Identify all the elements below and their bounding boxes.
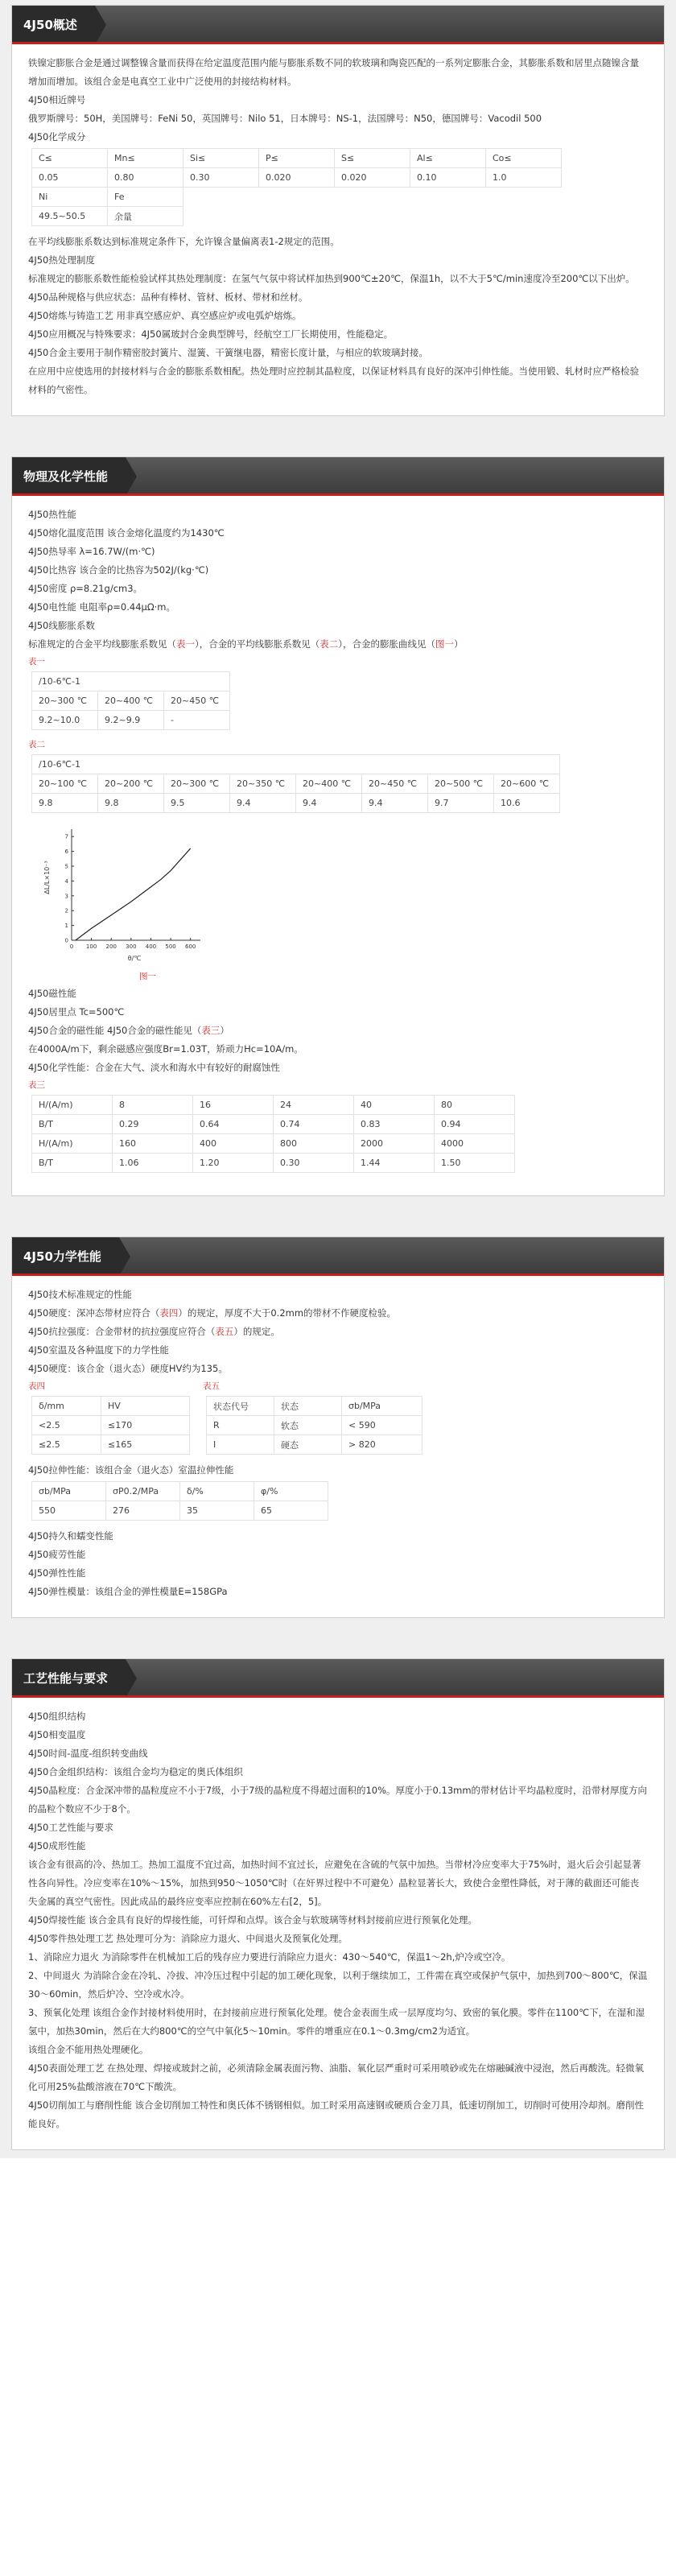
table-cell: 0.74	[274, 1115, 354, 1134]
table-row	[32, 755, 560, 774]
table-cell: P≤	[259, 149, 335, 168]
expansion-pre: 标准规定的合金平均线膨胀系数见（	[28, 638, 176, 650]
expansion-mid2: ），合金的膨胀曲线见（	[338, 638, 435, 650]
table-label: 表四	[28, 1381, 45, 1391]
magnetic-table	[31, 1095, 515, 1173]
x-tick-label: 600	[185, 943, 196, 950]
table-cell: 800	[274, 1134, 354, 1154]
tables-row	[28, 1378, 648, 1461]
section-body	[12, 1698, 664, 2149]
process-line: 4J50焊接性能 该合金具有良好的焊接性能，可钎焊和点焊。该合金与软玻璃等材料封接前应进行预氧化处理。	[28, 1914, 477, 1926]
table-cell: HV	[101, 1397, 190, 1416]
table-row	[32, 1501, 328, 1521]
table-cell: Co≤	[486, 149, 562, 168]
table-label: 表五	[203, 1381, 220, 1391]
elastic-heading: 4J50弹性性能	[28, 1567, 86, 1579]
table-cell: 20~300 ℃	[32, 691, 98, 711]
table-row	[32, 672, 230, 691]
section-header	[12, 1237, 664, 1276]
intro-text: 铁镍定膨胀合金是通过调整镍含量而获得在给定温度范围内能与膨胀系数不同的软玻璃和陶瓷匹配的一系列定膨胀合金，其膨胀系数和居里点随镍含量增加而增加。该组合金是电真空工业中广泛使用的封接结构材料。	[28, 57, 639, 87]
table-label: 表三	[28, 1080, 45, 1090]
expansion-text	[28, 635, 648, 654]
table-label: 表一	[28, 657, 45, 667]
usage-text: 4J50合金主要用于制作精密胶封簧片、湿簧、干簧继电器，精密长度计量，与相应的软玻璃封接。	[28, 347, 428, 358]
table-row	[32, 207, 562, 226]
table-cell: 0.020	[335, 168, 410, 188]
table-cell: 2000	[354, 1134, 435, 1154]
table-cell: 9.5	[164, 794, 230, 813]
table-row	[32, 149, 562, 168]
table-row	[32, 1115, 515, 1134]
table-cell: 1.06	[113, 1154, 193, 1173]
y-tick-label: 6	[64, 848, 68, 856]
figure-ref-link[interactable]: 图一	[435, 638, 454, 650]
x-tick-label: 300	[126, 943, 137, 950]
table-cell: 20~400 ℃	[296, 774, 362, 794]
table-row	[207, 1397, 422, 1416]
y-tick-label: 4	[64, 877, 68, 885]
mechanical-section	[11, 1236, 665, 1618]
process-line: 4J50相变温度	[28, 1729, 86, 1740]
table-5-block	[203, 1378, 422, 1461]
table-cell: δ/mm	[32, 1397, 101, 1416]
table-cell: -	[164, 711, 230, 730]
table-cell: 40	[354, 1096, 435, 1115]
section-stripe	[12, 493, 664, 496]
overview-section	[11, 5, 665, 416]
expansion-table-1	[31, 671, 230, 730]
fatigue-heading: 4J50疲劳性能	[28, 1549, 86, 1560]
expansion-chart	[39, 819, 648, 967]
tensile-heading: 4J50拉伸性能：该组合金（退火态）室温拉伸性能	[28, 1464, 234, 1476]
table-cell: Mn≤	[108, 149, 183, 168]
table-cell: 4000	[435, 1134, 515, 1154]
table-cell: 20~300 ℃	[164, 774, 230, 794]
table-cell: I	[207, 1435, 274, 1455]
process-line: 4J50成形性能	[28, 1840, 86, 1852]
usage2-text: 在应用中应使选用的封接材料与合金的膨胀系数相配。热处理时应控制其晶粒度，以保证材料具有良好的深冲引伸性能。当使用锻、轧材时应严格检验材料的气密性。	[28, 365, 639, 395]
x-axis-label: θ/℃	[127, 955, 142, 962]
table-cell: 20~400 ℃	[98, 691, 164, 711]
magnetic-heading: 4J50磁性能	[28, 988, 76, 999]
table-ref-link[interactable]: 表四	[159, 1307, 179, 1319]
process-line: 2、中间退火 为消除合金在冷轧、冷拔、冲冷压过程中引起的加工硬化现象，以利于继续加工，工件需在真空或保护气氛中，加热到700～800℃，保温30～60min，然后炉冷、空冷或水冷。	[28, 1970, 648, 2000]
section-body	[12, 44, 664, 415]
physical-section	[11, 456, 665, 1196]
table-row	[32, 1482, 328, 1501]
table-cell: 20~350 ℃	[230, 774, 296, 794]
tensile-end: ）的规定。	[233, 1326, 280, 1337]
section-stripe	[12, 1274, 664, 1276]
table-label: 表二	[28, 740, 45, 749]
process-line: 该组合金不能用热处理硬化。	[28, 2044, 149, 2055]
section-body	[12, 496, 664, 1195]
table-cell: φ/%	[254, 1482, 328, 1501]
expansion-chart-svg	[39, 819, 216, 964]
table-cell: 16	[193, 1096, 274, 1115]
table-cell: δ/%	[180, 1482, 254, 1501]
section-body	[12, 1276, 664, 1617]
table-cell: 9.4	[362, 794, 428, 813]
hardness-table	[31, 1396, 190, 1455]
table-cell: 9.2~9.9	[98, 711, 164, 730]
hardness-text	[28, 1304, 648, 1323]
section-title: 物理及化学性能	[12, 457, 126, 496]
process-line: 1、消除应力退火 为消除零件在机械加工后的残存应力要进行消除应力退火：430～540℃，保温1～2h,炉冷或空冷。	[28, 1951, 511, 1963]
table-cell: 9.8	[98, 794, 164, 813]
process-line: 4J50合金组织结构：该组合金均为稳定的奥氏体组织	[28, 1766, 243, 1777]
section-title: 4J50力学性能	[12, 1237, 119, 1276]
table-cell: σb/MPa	[32, 1482, 106, 1501]
corrosion-text: 4J50化学性能：合金在大气、淡水和海水中有较好的耐腐蚀性	[28, 1062, 280, 1073]
process-line: 4J50工艺性能与要求	[28, 1822, 113, 1833]
similar-grades: 俄罗斯牌号：50H，美国牌号：FeNi 50，英国牌号：Nilo 51，日本牌号：NS-1，法国牌号：N50，德国牌号：Vacodil 500	[28, 113, 542, 124]
chem-heading: 4J50化学成分	[28, 131, 86, 142]
table-cell: 9.8	[32, 794, 98, 813]
x-tick-label: 400	[145, 943, 157, 950]
table-cell: 状态代号	[207, 1397, 274, 1416]
table-cell: 0.10	[410, 168, 486, 188]
table-row	[32, 1435, 190, 1455]
similar-heading: 4J50相近牌号	[28, 94, 86, 105]
tensile-props-table	[31, 1481, 328, 1521]
magnetic-end: ）	[220, 1025, 229, 1036]
table-row	[32, 774, 560, 794]
table-cell: Al≤	[410, 149, 486, 168]
apps-text: 4J50应用概况与特殊要求：4J50属玻封合金典型牌号，经航空工厂长期使用，性能稳定。	[28, 328, 394, 340]
y-tick-label: 3	[64, 893, 68, 900]
table-cell: 1.44	[354, 1154, 435, 1173]
table-cell: 9.4	[230, 794, 296, 813]
table-row	[32, 711, 230, 730]
table-ref-link[interactable]: 表二	[319, 638, 339, 650]
table-cell: 20~450 ℃	[362, 774, 428, 794]
table-cell: 8	[113, 1096, 193, 1115]
room-temp-heading: 4J50室温及各种温度下的力学性能	[28, 1344, 169, 1356]
process-line: 4J50晶粒度：合金深冲带的晶粒度应不小于7级，小于7级的晶粒度不得超过面积的10%。厚度小于0.13mm的带材估计平均晶粒度时，沿带材厚度方向的晶粒个数应不少于8个。	[28, 1785, 648, 1814]
table-cell: 20~600 ℃	[494, 774, 560, 794]
section-header	[12, 6, 664, 44]
table-cell: 9.7	[428, 794, 494, 813]
table-cell: σP0.2/MPa	[106, 1482, 180, 1501]
table-cell: 0.29	[113, 1115, 193, 1134]
table-cell: Fe	[108, 188, 183, 207]
melt-range: 4J50熔化温度范围 该合金熔化温度约为1430℃	[28, 527, 225, 539]
expansion-mid: ），合金的平均线膨胀系数见（	[195, 638, 320, 650]
table-cell: B/T	[32, 1115, 113, 1134]
figure-label: 图一	[139, 972, 156, 981]
expansion-table-2	[31, 754, 560, 813]
forms-text: 4J50品种规格与供应状态：品种有棒材、管材、板材、带材和丝材。	[28, 291, 308, 303]
table-cell: ≤2.5	[32, 1435, 101, 1455]
table-cell: R	[207, 1416, 274, 1435]
process-line: 4J50组织结构	[28, 1711, 86, 1722]
table-cell: /10-6℃-1	[32, 672, 230, 691]
table-cell: 160	[113, 1134, 193, 1154]
table-row	[32, 1134, 515, 1154]
process-line: 4J50零件热处理工艺 热处理可分为：消除应力退火、中间退火及预氧化处理。	[28, 1933, 348, 1944]
remanence-text: 在4000A/m下，剩余磁感应强度Br=1.03T，矫顽力Hc=10A/m。	[28, 1043, 303, 1055]
process-section	[11, 1658, 665, 2150]
magnetic-text	[28, 1022, 648, 1040]
y-tick-label: 1	[64, 923, 68, 930]
table-row	[32, 1154, 515, 1173]
table-cell: ≤170	[101, 1416, 190, 1435]
y-tick-label: 0	[64, 937, 68, 944]
section-header	[12, 457, 664, 496]
heat-treatment-text: 标准规定的膨胀系数性能检验试样其热处理制度：在氢气气氛中将试样加热到900℃±20℃，保温1h，以不大于5℃/min速度冷至200℃以下出炉。	[28, 273, 635, 284]
table-cell: 20~450 ℃	[164, 691, 230, 711]
curie-point: 4J50居里点 Tc=500℃	[28, 1006, 125, 1018]
table-cell: > 820	[342, 1435, 422, 1455]
creep-heading: 4J50持久和蠕变性能	[28, 1530, 113, 1542]
hardness-end: ）的规定，厚度不大于0.2mm的带材不作硬度检验。	[178, 1307, 397, 1319]
table-row	[32, 1416, 190, 1435]
table-cell: 550	[32, 1501, 106, 1521]
tensile-table	[206, 1396, 422, 1455]
table-cell: 0.05	[32, 168, 108, 188]
table-row	[207, 1435, 422, 1455]
table-ref-link[interactable]: 表五	[215, 1326, 234, 1337]
x-tick-label: 0	[69, 943, 74, 950]
table-cell: 35	[180, 1501, 254, 1521]
table-cell: 276	[106, 1501, 180, 1521]
table-cell: 0.94	[435, 1115, 515, 1134]
magnetic-pre: 4J50合金的磁性能 4J50合金的磁性能见（	[28, 1025, 202, 1036]
tensile-pre: 4J50抗拉强度：合金带材的抗拉强度应符合（	[28, 1326, 216, 1337]
density: 4J50密度 ρ=8.21g/cm3。	[28, 583, 143, 594]
table-cell: 20~500 ℃	[428, 774, 494, 794]
table-cell: 20~200 ℃	[98, 774, 164, 794]
table-row	[32, 168, 562, 188]
table-cell: 65	[254, 1501, 328, 1521]
table-cell: 0.30	[183, 168, 259, 188]
process-line: 4J50切削加工与磨削性能 该合金切削加工特性和奥氏体不锈钢相似。加工时采用高速钢或硬质合金刀具，低速切削加工，切削时可使用冷却剂。磨削性能良好。	[28, 2099, 644, 2129]
table-cell: 0.80	[108, 168, 183, 188]
melt-text: 4J50熔炼与铸造工艺 用非真空感应炉、真空感应炉或电弧炉熔炼。	[28, 310, 302, 321]
table-cell: Si≤	[183, 149, 259, 168]
table-ref-link[interactable]: 表一	[176, 638, 195, 650]
table-cell: 20~100 ℃	[32, 774, 98, 794]
process-line: 4J50表面处理工艺 在热处理、焊接或玻封之前，必须清除金属表面污物、油脂、氧化层严重时可采用喷砂或先在熔融碱液中浸泡，然后再酸洗。轻微氧化可用25%盐酸溶液在70℃下酸洗。	[28, 2062, 644, 2092]
table-cell: 1.0	[486, 168, 562, 188]
table-cell: 9.2~10.0	[32, 711, 98, 730]
heat-heading: 4J50热处理制度	[28, 254, 95, 266]
x-tick-label: 500	[165, 943, 176, 950]
table-cell: 0.83	[354, 1115, 435, 1134]
table-row	[32, 1397, 190, 1416]
hardness-value: 4J50硬度：该合金（退火态）硬度HV约为135。	[28, 1363, 228, 1374]
modulus-text: 4J50弹性模量：该组合金的弹性模量E=158GPa	[28, 1586, 228, 1597]
table-cell: 49.5~50.5	[32, 207, 108, 226]
table-cell: H/(A/m)	[32, 1134, 113, 1154]
table-ref-link[interactable]: 表三	[201, 1025, 221, 1036]
tensile-text	[28, 1323, 648, 1341]
table-cell: 0.64	[193, 1115, 274, 1134]
process-line: 该合金有很高的冷、热加工。热加工温度不宜过高，加热时间不宜过长，应避免在含硫的气氛中加热。当带材冷应变率大于75%时，退火后会引起显著性各向异性。冷应变率在10%～15%，加热到950～1050℃时（在奸界过程中不可避免）晶粒显著长大，致使合金塑性降低，对于薄的截面还可能丧失金属的真空气密性。因此成品的最终应变率应控制在60%左右[2，5]。	[28, 1859, 641, 1907]
table-cell: 1.50	[435, 1154, 515, 1173]
y-tick-label: 2	[64, 907, 68, 914]
table-cell: <2.5	[32, 1416, 101, 1435]
section-title: 4J50概述	[12, 6, 95, 44]
process-line: 4J50时间-温度-组织转变曲线	[28, 1748, 148, 1759]
table-cell: 1.20	[193, 1154, 274, 1173]
x-tick-label: 100	[85, 943, 97, 950]
table-cell: 10.6	[494, 794, 560, 813]
table-cell: 0.020	[259, 168, 335, 188]
section-header	[12, 1659, 664, 1698]
table-cell: 余量	[108, 207, 183, 226]
section-title: 工艺性能与要求	[12, 1659, 126, 1698]
section-stripe	[12, 1695, 664, 1698]
thermal-conductivity: 4J50热导率 λ=16.7W/(m·℃)	[28, 546, 155, 557]
table-row	[207, 1416, 422, 1435]
table-row	[32, 1096, 515, 1115]
specific-heat: 4J50比热容 该合金的比热容为502J/(kg·℃)	[28, 564, 209, 576]
table-4-block	[28, 1378, 190, 1461]
x-tick-label: 200	[105, 943, 117, 950]
table-cell: C≤	[32, 149, 108, 168]
thermal-heading: 4J50热性能	[28, 509, 76, 520]
table-cell: H/(A/m)	[32, 1096, 113, 1115]
expansion-end: ）	[454, 638, 464, 650]
y-tick-label: 7	[64, 833, 68, 840]
table-cell: 24	[274, 1096, 354, 1115]
table-cell: 9.4	[296, 794, 362, 813]
table-cell: 硬态	[274, 1435, 342, 1455]
y-axis-label: ΔL/L×10⁻³	[43, 861, 51, 894]
table-cell: 0.30	[274, 1154, 354, 1173]
table-cell: Ni	[32, 188, 108, 207]
table-cell: ≤165	[101, 1435, 190, 1455]
table-row	[32, 691, 230, 711]
expansion-heading: 4J50线膨胀系数	[28, 620, 95, 631]
section-stripe	[12, 42, 664, 44]
table-cell: B/T	[32, 1154, 113, 1173]
table-cell: σb/MPa	[342, 1397, 422, 1416]
chem-table	[31, 148, 562, 226]
table-cell: < 590	[342, 1416, 422, 1435]
resistivity: 4J50电性能 电阻率ρ=0.44μΩ·m。	[28, 601, 175, 613]
table-cell: /10-6℃-1	[32, 755, 560, 774]
table-cell: 400	[193, 1134, 274, 1154]
hardness-pre: 4J50硬度：深冲态带材应符合（	[28, 1307, 160, 1319]
table-row	[32, 188, 562, 207]
table-cell: S≤	[335, 149, 410, 168]
nickel-note: 在平均线膨胀系数达到标准规定条件下，允许镍含量偏离表1-2规定的范围。	[28, 236, 340, 247]
table-cell: 软态	[274, 1416, 342, 1435]
y-tick-label: 5	[64, 863, 68, 870]
table-row	[32, 794, 560, 813]
table-cell: 80	[435, 1096, 515, 1115]
process-line: 3、预氧化处理 该组合金作封接材料使用时，在封接前应进行预氧化处理。使合金表面生成一层厚度均匀、致密的氧化膜。零件在1100℃下，在湿和湿氢中，加热30min，然后在大约800℃的空气中氧化5～10min。零件的增重应在0.1～0.3mg/cm2为适宜。	[28, 2007, 645, 2037]
standard-heading: 4J50技术标准规定的性能	[28, 1289, 132, 1300]
table-cell: 状态	[274, 1397, 342, 1416]
